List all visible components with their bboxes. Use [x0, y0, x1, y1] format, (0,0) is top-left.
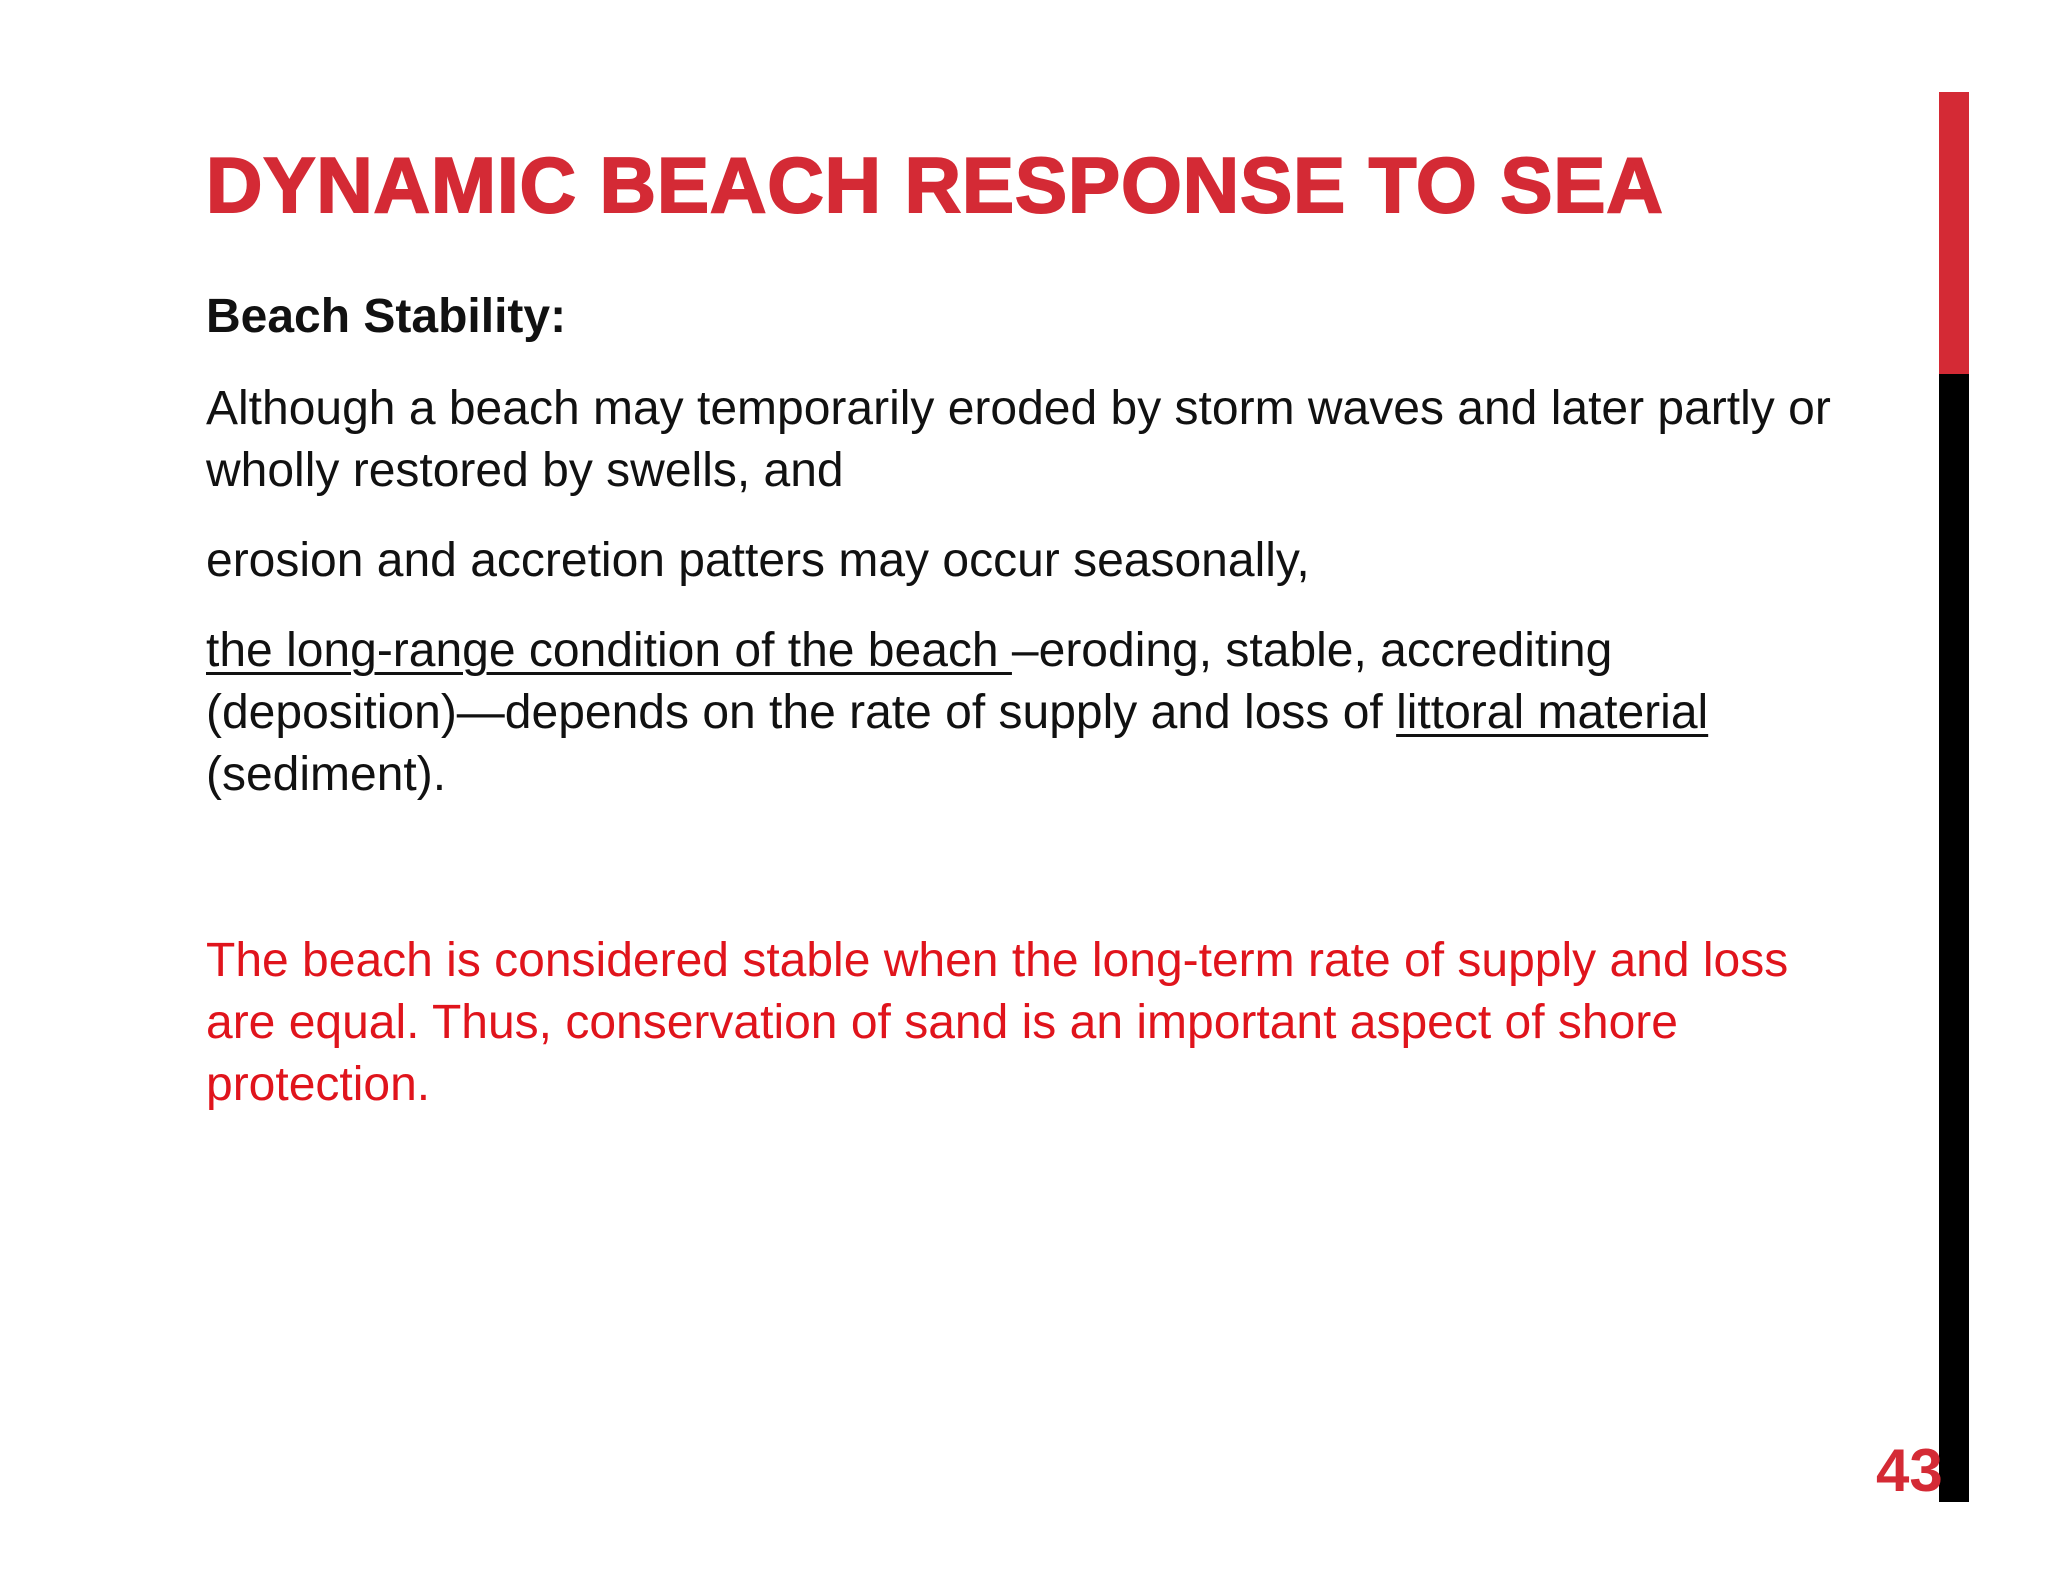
paragraph-1: Although a beach may temporarily eroded by storm waves and later partly or wholly restored by swells, and — [206, 382, 1831, 497]
accent-bar-black — [1939, 374, 1969, 1502]
paragraph-2: erosion and accretion patters may occur seasonally, — [206, 534, 1310, 587]
paragraph-3 — [206, 620, 1846, 806]
accent-bar-red — [1939, 92, 1969, 374]
underlined-term: littoral material — [1396, 686, 1709, 739]
subheading: Beach Stability: — [206, 290, 567, 343]
paragraph-3-end: (sediment). — [206, 748, 447, 801]
underlined-phrase: the long-range condition of the beach — [206, 624, 1012, 677]
slide-body — [206, 286, 1846, 1116]
slide-title: DYNAMIC BEACH RESPONSE TO SEA — [206, 141, 1664, 229]
highlight-paragraph: The beach is considered stable when the long-term rate of supply and loss are equal. Thus, conservation of sand is an important aspect of shore protection. — [206, 934, 1789, 1111]
page-number: 43 — [1876, 1437, 1943, 1504]
paragraph-3-middle: –eroding, stable, accrediting (deposition)—depends on the rate of supply and loss of — [206, 624, 1613, 739]
